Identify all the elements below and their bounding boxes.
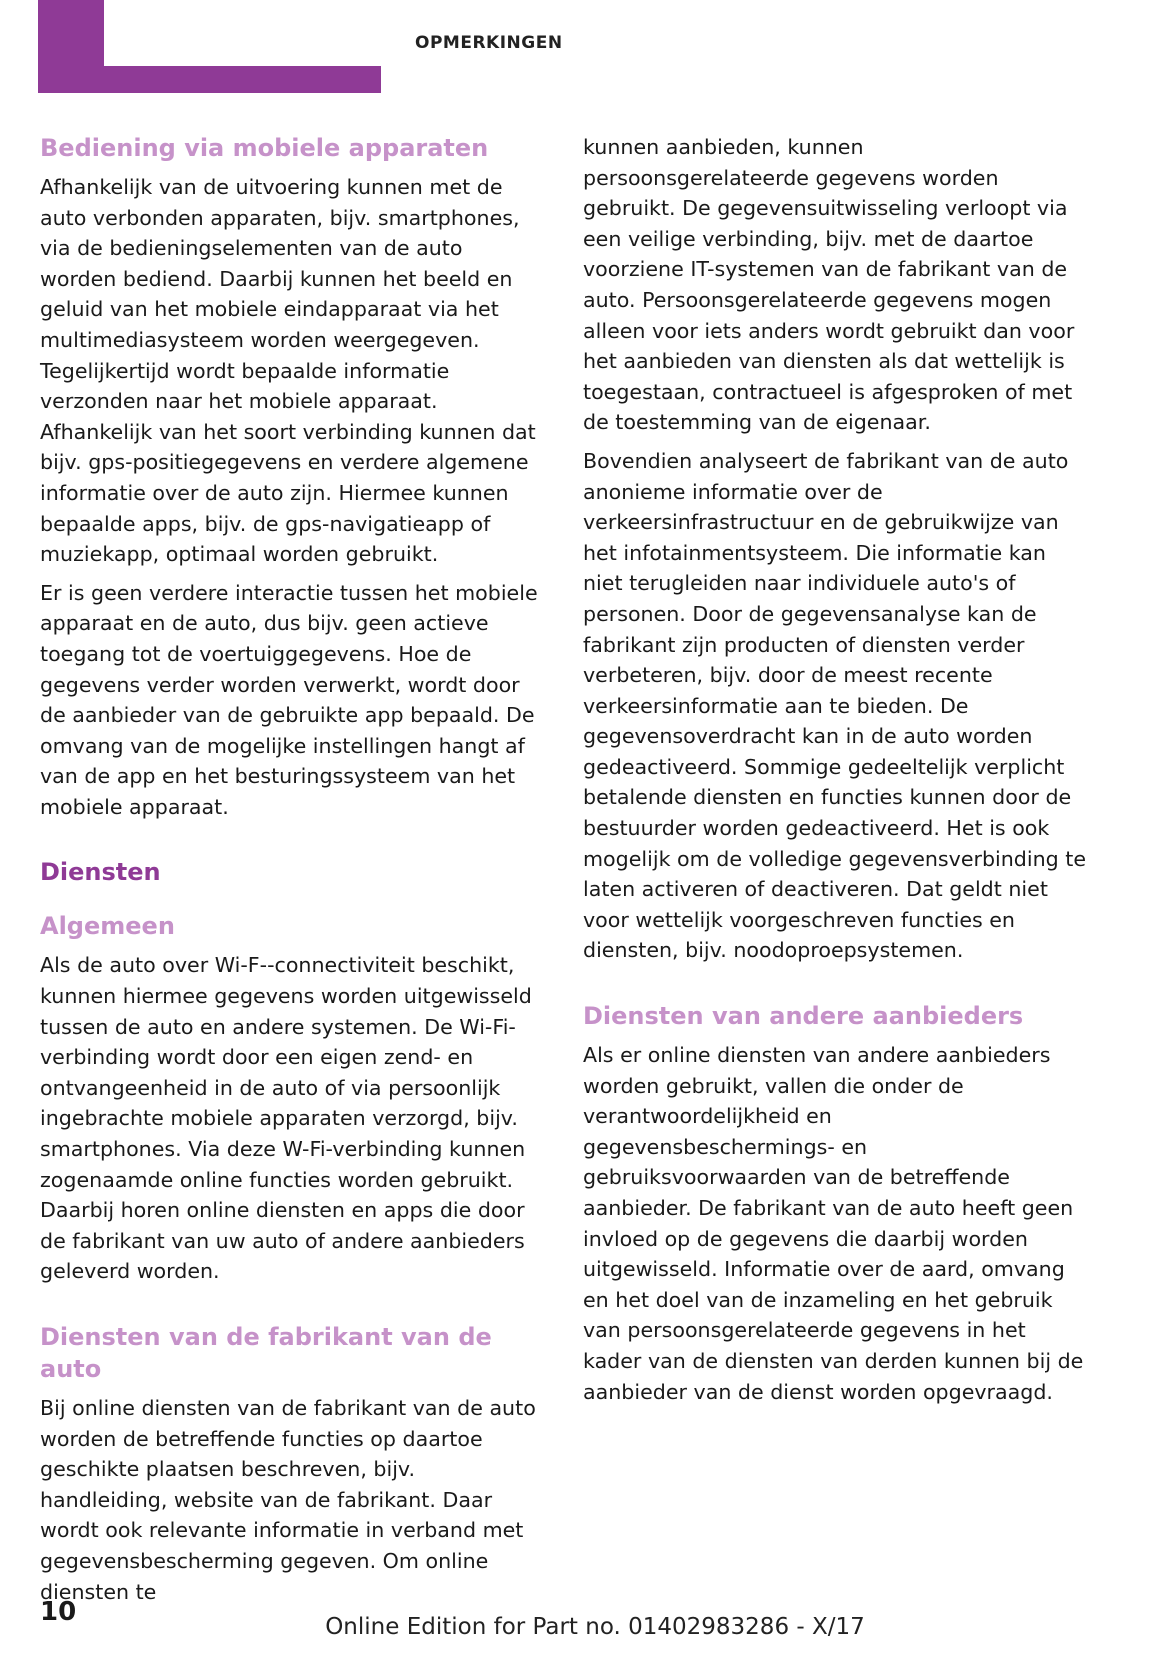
page-number: 10 [40, 1597, 77, 1627]
paragraph: kunnen aanbieden, kunnen persoonsgerelateerde gegevens worden gebruikt. De gegevensuitwisseling verloopt via een veilige verbinding, bijv. met de daartoe voorziene IT-systemen van de fabrikant van de auto. Persoonsgerelateerde gegevens mogen alleen voor iets anders wordt gebruikt dan voor het aanbieden van diensten als dat wettelijk is toegestaan, contractueel is afgesproken of met de toestemming van de eigenaar. [583, 135, 1075, 435]
heading-manufacturer-services: Diensten van de fabrikant van de auto [40, 1323, 492, 1383]
paragraph: Er is geen verdere interactie tussen het mobiele apparaat en de auto, dus bijv. geen actieve toegang tot de voertuiggegevens. Hoe de gegevens verder worden verwerkt, wordt door de aanbieder van de gebruikte app bepaald. De omvang van de mogelijke instellingen hangt af van de app en het besturingssysteem van het mobiele apparaat. [40, 580, 538, 819]
section-title: OPMERKINGEN [415, 33, 563, 53]
paragraph: Als de auto over Wi-F--connectiviteit beschikt, kunnen hiermee gegevens worden uitgewisseld tussen de auto en andere systemen. De Wi-Fi-verbinding wordt door een eigen zend- en ontvangeenheid in de auto of via persoonlijk ingebrachte mobiele apparaten verzorgd, bijv. smartphones. Via deze W-Fi-verbinding kunnen zogenaamde online functies worden gebruikt. Daarbij horen online diensten en apps die door de fabrikant van uw auto of andere aanbieders geleverd worden. [40, 953, 532, 1284]
heading-mobile-devices: Bediening via mobiele apparaten [40, 134, 489, 162]
edition-footer: Online Edition for Part no. 01402983286 - X/17 [325, 1614, 865, 1640]
header-bar-cutout [104, 0, 392, 66]
paragraph: Afhankelijk van de uitvoering kunnen met de auto verbonden apparaten, bijv. smartphones, via de bedieningselementen van de auto worden bediend. Daarbij kunnen het beeld en geluid van het mobiele eindapparaat via het multimediasysteem worden weergegeven. Tegelijkertijd wordt bepaalde informatie verzonden naar het mobiele apparaat. Afhankelijk van het soort verbinding kunnen dat bijv. gps-positiegegevens en verdere algemene informatie over de auto zijn. Hiermee kunnen bepaalde apps, bijv. de gps-navigatieapp of muziekapp, optimaal worden gebruikt. [40, 175, 536, 567]
left-column [40, 132, 545, 1615]
paragraph: Bij online diensten van de fabrikant van de auto worden de betreffende functies op daartoe geschikte plaatsen beschreven, bijv. handleiding, website van de fabrikant. Daar wordt ook relevante informatie in verband met gegevensbescherming gegeven. Om online diensten te [40, 1396, 536, 1604]
heading-services: Diensten [40, 858, 161, 887]
paragraph: Bovendien analyseert de fabrikant van de auto anonieme informatie over de verkeersinfrastructuur en de gebruikwijze van het infotainmentsysteem. Die informatie kan niet terugleiden naar individuele auto's of personen. Door de gegevensanalyse kan de fabrikant zijn producten of diensten verder verbeteren, bijv. door de meest recente verkeersinformatie aan te bieden. De gegevensoverdracht kan in de auto worden gedeactiveerd. Sommige gedeeltelijk verplicht betalende diensten en functies kunnen door de bestuurder worden gedeactiveerd. Het is ook mogelijk om de volledige gegevensverbinding te laten activeren of deactiveren. Dat geldt niet voor wettelijk voorgeschreven functies en diensten, bijv. noodoproepsystemen. [583, 448, 1087, 963]
paragraph: Als er online diensten van andere aanbieders worden gebruikt, vallen die onder de verantwoordelijkheid en gegevensbeschermings- en gebruiksvoorwaarden van de betreffende aanbieder. De fabrikant van de auto heeft geen invloed op de gegevens die daarbij worden uitgewisseld. Informatie over de aard, omvang en het doel van de inzameling en het gebruik van persoonsgerelateerde gegevens in het kader van de diensten van derden kunnen bij de aanbieder van de dienst worden opgevraagd. [583, 1043, 1084, 1404]
right-column [583, 132, 1088, 1415]
heading-third-party-services: Diensten van andere aanbieders [583, 1002, 1024, 1031]
header-color-bar [38, 0, 381, 93]
heading-general: Algemeen [40, 912, 175, 941]
